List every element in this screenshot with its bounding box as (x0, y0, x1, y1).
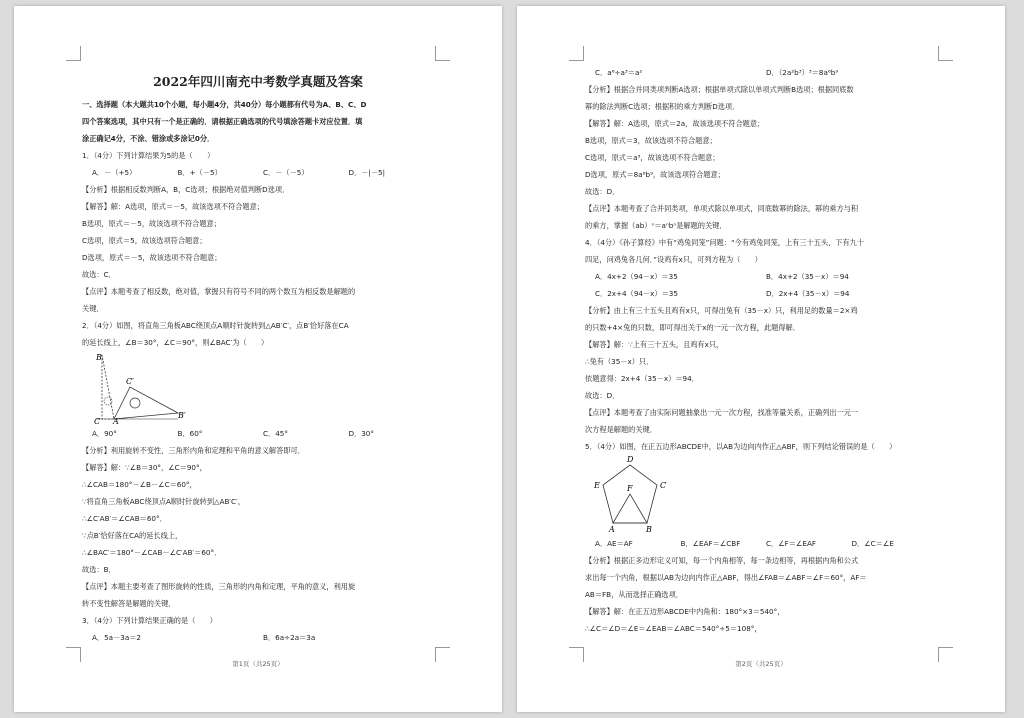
q2-solution-line: ∵点B′恰好落在CA的延长线上， (82, 531, 183, 540)
q3-analysis: 幂的除法判断C选项；根据积的乘方判断D选项． (585, 102, 740, 111)
q4-option-a: A．4x+2（94－x）＝35 (595, 272, 678, 281)
q3-option-d: D．（2a²b³）³＝8a⁶b⁹ (766, 68, 839, 77)
q2-comment: 转不变性解答是解题的关键． (82, 599, 176, 608)
q1-solution-line: D选项，原式＝－5，故该选项不符合题意； (82, 253, 222, 262)
q4-options-ab (585, 268, 937, 285)
label-c: C (94, 417, 101, 425)
q2-stem: 2．（4分）如图，将直角三角板ABC绕顶点A顺时针旋转到△AB′C′，点B′恰好落在CA (82, 321, 349, 330)
q5-analysis: AB＝FB，从而选择正确选项． (585, 590, 683, 599)
q3-solution-line: C选项，原式＝a³，故该选项不符合题意； (585, 153, 720, 162)
page-number: 第1页（共25页） (232, 660, 284, 668)
label-b-prime: B′ (178, 411, 186, 420)
q2-solution-line: ∴∠CAB＝180°－∠B－∠C＝60°， (82, 480, 197, 489)
q5-analysis: 求出每一个内角，根据以AB为边向内作正△ABF，得出∠FAB＝∠ABF＝∠F＝60°，AF＝ (585, 573, 867, 582)
q2-option-b: B．60° (177, 429, 203, 438)
section-instructions: 一、选择题（本大题共10个小题，每小题4分，共40分）每小题都有代号为A、B、C、D (82, 100, 367, 109)
q5-option-a: A．AE＝AF (595, 539, 633, 548)
label-a: A (609, 525, 615, 534)
q1-analysis: 【分析】根据相反数判断A，B，C选项；根据绝对值判断D选项． (82, 185, 290, 194)
q2-solution-line: ∴∠BAC′＝180°－∠CAB－∠C′AB′＝60°． (82, 548, 222, 557)
document-title: 2022年四川南充中考数学真题及答案 (153, 74, 363, 89)
q4-solution-line: ∴兔有（35－x）只． (585, 357, 654, 366)
q1-solution: 【解答】解：A选项，原式＝－5，故该选项不符合题意； (82, 202, 264, 211)
q3-solution-line: D选项，原式＝8a⁶b⁹，故该选项符合题意； (585, 170, 725, 179)
q5-solution: 【解答】解：在正五边形ABCDE中内角和：180°×3＝540°， (585, 607, 785, 616)
q5-option-b: B．∠EAF＝∠CBF (680, 539, 741, 548)
q3-solution: 【解答】解：A选项，原式＝2a，故该选项不符合题意； (585, 119, 765, 128)
q1-solution-line: C选项，原式＝5，故该选项符合题意； (82, 236, 207, 245)
label-c: C (660, 481, 667, 490)
q3-options (82, 629, 434, 646)
q4-solution-line: 依题意得：2x+4（35－x）＝94． (585, 374, 699, 383)
q4-comment: 【点评】本题考查了由实际问题抽象出一元一次方程，找准等量关系，正确列出一元一 (585, 408, 859, 417)
q4-option-c: C．2x+4（94－x）＝35 (595, 289, 678, 298)
q2-option-c: C．45° (263, 429, 288, 438)
q4-option-b: B．4x+2（35－x）＝94 (766, 272, 849, 281)
q1-option-c: C．－（－5） (263, 168, 309, 177)
q2-answer: 故选：B． (82, 565, 116, 574)
q3-option-c: C．a⁶÷a³＝a² (595, 68, 643, 77)
page-number: 第2页（共25页） (735, 660, 787, 668)
q1-option-a: A．－（+5） (92, 168, 137, 177)
q4-answer: 故选：D． (585, 391, 620, 400)
q5-options (585, 535, 937, 552)
label-b: B (96, 353, 102, 362)
label-d: D (627, 455, 634, 464)
q5-figure (585, 455, 937, 535)
document-page-2 (517, 6, 1005, 712)
label-c-prime: C′ (126, 377, 134, 386)
q5-analysis: 【分析】根据正多边形定义可知，每一个内角相等，每一条边相等，再根据内角和公式 (585, 556, 859, 565)
q2-stem: 的延长线上，∠B＝30°，∠C＝90°，则∠BAC′为（ ） (82, 338, 269, 347)
q1-option-b: B．+（－5） (177, 168, 222, 177)
q2-comment: 【点评】本题主要考查了图形旋转的性质，三角形的内角和定理，平角的意义，利用旋 (82, 582, 356, 591)
q4-stem: 4．（4分）《孙子算经》中有“鸡兔同笼”问题：“今有鸡兔同笼，上有三十五头，下有九十 (585, 238, 865, 247)
q5-stem: 5．（4分）如图，在正五边形ABCDE中，以AB为边向内作正△ABF，则下列结论错误的是（ ） (585, 442, 897, 451)
label-a: A (113, 417, 119, 425)
q2-solution-line: ∴∠C′AB′＝∠CAB＝60°． (82, 514, 167, 523)
section-instructions: 四个答案选项，其中只有一个是正确的．请根据正确选项的代号填涂答题卡对应位置．填 (82, 117, 363, 126)
q3-options-cd (585, 64, 937, 81)
q4-comment: 次方程是解题的关键． (585, 425, 657, 434)
label-f: F (627, 484, 633, 493)
q1-stem: 1．（4分）下列计算结果为5的是（ ） (82, 151, 215, 160)
q3-comment: 【点评】本题考查了合并同类项，单项式除以单项式，同底数幂的除法，幂的乘方与积 (585, 204, 859, 213)
label-e: E (594, 481, 600, 490)
q2-option-d: D．30° (348, 429, 374, 438)
crop-mark (938, 46, 953, 61)
q2-figure (82, 351, 434, 425)
q2-option-a: A．90° (92, 429, 117, 438)
q4-stem: 四足，问鸡兔各几何．”设鸡有x只，可列方程为（ ） (585, 255, 762, 264)
crop-mark (66, 46, 81, 61)
q3-comment: 的乘方，掌握（ab）ⁿ＝aⁿbⁿ是解题的关键． (585, 221, 727, 230)
q4-options-cd (585, 285, 937, 302)
triangle-rotation-diagram (82, 351, 202, 425)
q1-comment: 【点评】本题考查了相反数，绝对值，掌握只有符号不同的两个数互为相反数是解题的 (82, 287, 356, 296)
q5-solution-line: ∴∠C＝∠D＝∠E＝∠EAB＝∠ABC＝540°÷5＝108°， (585, 624, 762, 633)
q3-solution-line: B选项，原式＝3，故该选项不符合题意； (585, 136, 717, 145)
q1-option-d: D．－|－5| (348, 168, 386, 177)
q2-solution: 【解答】解：∵∠B＝30°，∠C＝90°， (82, 463, 207, 472)
q2-analysis: 【分析】利用旋转不变性，三角形内角和定理和平角的意义解答即可． (82, 446, 305, 455)
q2-options (82, 425, 434, 442)
q3-analysis: 【分析】根据合并同类项判断A选项；根据单项式除以单项式判断B选项；根据同底数 (585, 85, 854, 94)
section-instructions: 涂正确记4分，不涂、错涂或多涂记0分． (82, 134, 215, 143)
q4-option-d: D．2x+4（35－x）＝94 (766, 289, 850, 298)
page-1-content (82, 46, 434, 646)
crop-mark (435, 46, 450, 61)
page-2-content (585, 64, 937, 637)
q1-solution-line: B选项，原式＝－5，故该选项不符合题意； (82, 219, 221, 228)
document-page-1 (14, 6, 502, 712)
q4-solution: 【解答】解：∵上有三十五头，且鸡有x只， (585, 340, 724, 349)
q1-options (82, 164, 434, 181)
q3-option-a: A．5a－3a＝2 (92, 633, 142, 642)
label-b: B (646, 525, 652, 534)
q1-answer: 故选：C． (82, 270, 116, 279)
q4-analysis: 【分析】由上有三十五头且鸡有x只，可得出兔有（35－x）只，利用足的数量＝2×鸡 (585, 306, 858, 315)
q3-stem: 3．（4分）下列计算结果正确的是（ ） (82, 616, 217, 625)
q3-answer: 故选：D． (585, 187, 620, 196)
q4-analysis: 的只数+4×兔的只数，即可得出关于x的一元一次方程，此题得解． (585, 323, 800, 332)
q1-comment: 关键． (82, 304, 104, 313)
q3-option-b: B．6a÷2a＝3a (263, 633, 316, 642)
crop-mark (569, 46, 584, 61)
q2-solution-line: ∵将直角三角板ABC绕顶点A顺时针旋转到△AB′C′， (82, 497, 245, 506)
q5-option-c: C．∠F＝∠EAF (766, 539, 817, 548)
q5-option-d: D．∠C＝∠E (851, 539, 894, 548)
pentagon-diagram (585, 455, 705, 535)
